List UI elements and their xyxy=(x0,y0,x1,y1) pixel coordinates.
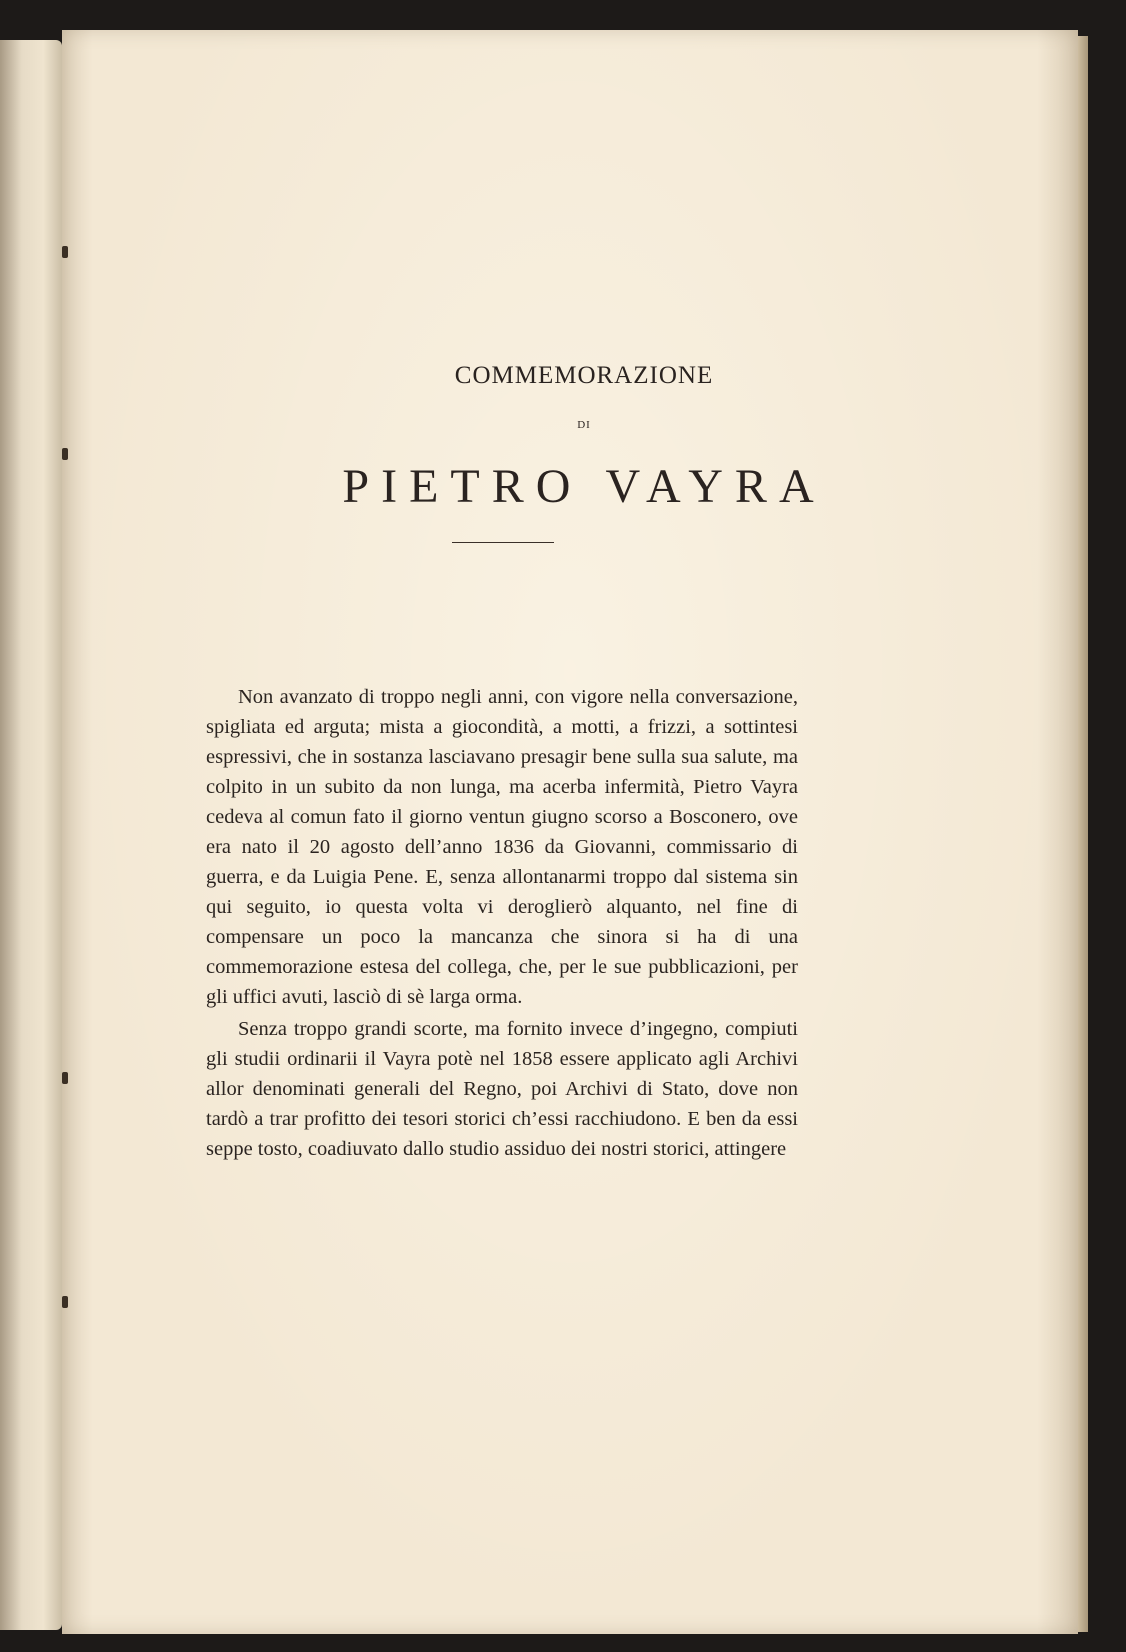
left-page-edge xyxy=(0,40,62,1630)
body-text xyxy=(206,682,798,1166)
title-di: DI xyxy=(577,419,591,431)
binding-thread-mark xyxy=(62,246,68,258)
binding-thread-mark xyxy=(62,1296,68,1308)
title-name: PIETRO VAYRA xyxy=(342,460,826,513)
binding-thread-mark xyxy=(62,1072,68,1084)
title-commemorazione: COMMEMORAZIONE xyxy=(454,362,714,389)
page-stack-edge xyxy=(1078,36,1088,1632)
paragraph: Non avanzato di troppo negli anni, con vigore nella conversazione, spigliata ed arguta; mista a giocondità, a motti, a frizzi, a sottintesi espressivi, che in sostanza lasciavano presagir bene sulla sua salute, ma colpito in un subito da non lunga, ma acerba infermità, Pietro Vayra cedeva al comun fato il giorno ventun giugno scorso a Bosconero, ove era nato il 20 agosto dell’anno 1836 da Giovanni, commissario di guerra, e da Luigia Pene. E, senza allontanarmi troppo dal sistema sin qui seguito, io questa volta vi deroglierò alquanto, nel fine di compensare un poco la mancanza che sinora si ha di una commemorazione estesa del collega, che, per le sue pubblicazioni, per gli uffici avuti, lasciò di sè larga orma. xyxy=(206,686,798,1008)
title-divider xyxy=(452,542,554,543)
paragraph: Senza troppo grandi scorte, ma fornito invece d’ingegno, compiuti gli studii ordinarii il Vayra potè nel 1858 essere applicato agli Archivi allor denominati generali del Regno, poi Archivi di Stato, dove non tardò a trar profitto dei tesori storici ch’essi racchiudono. E ben da essi seppe tosto, coadiuvato dallo studio assiduo dei nostri storici, attingere xyxy=(206,1018,798,1160)
